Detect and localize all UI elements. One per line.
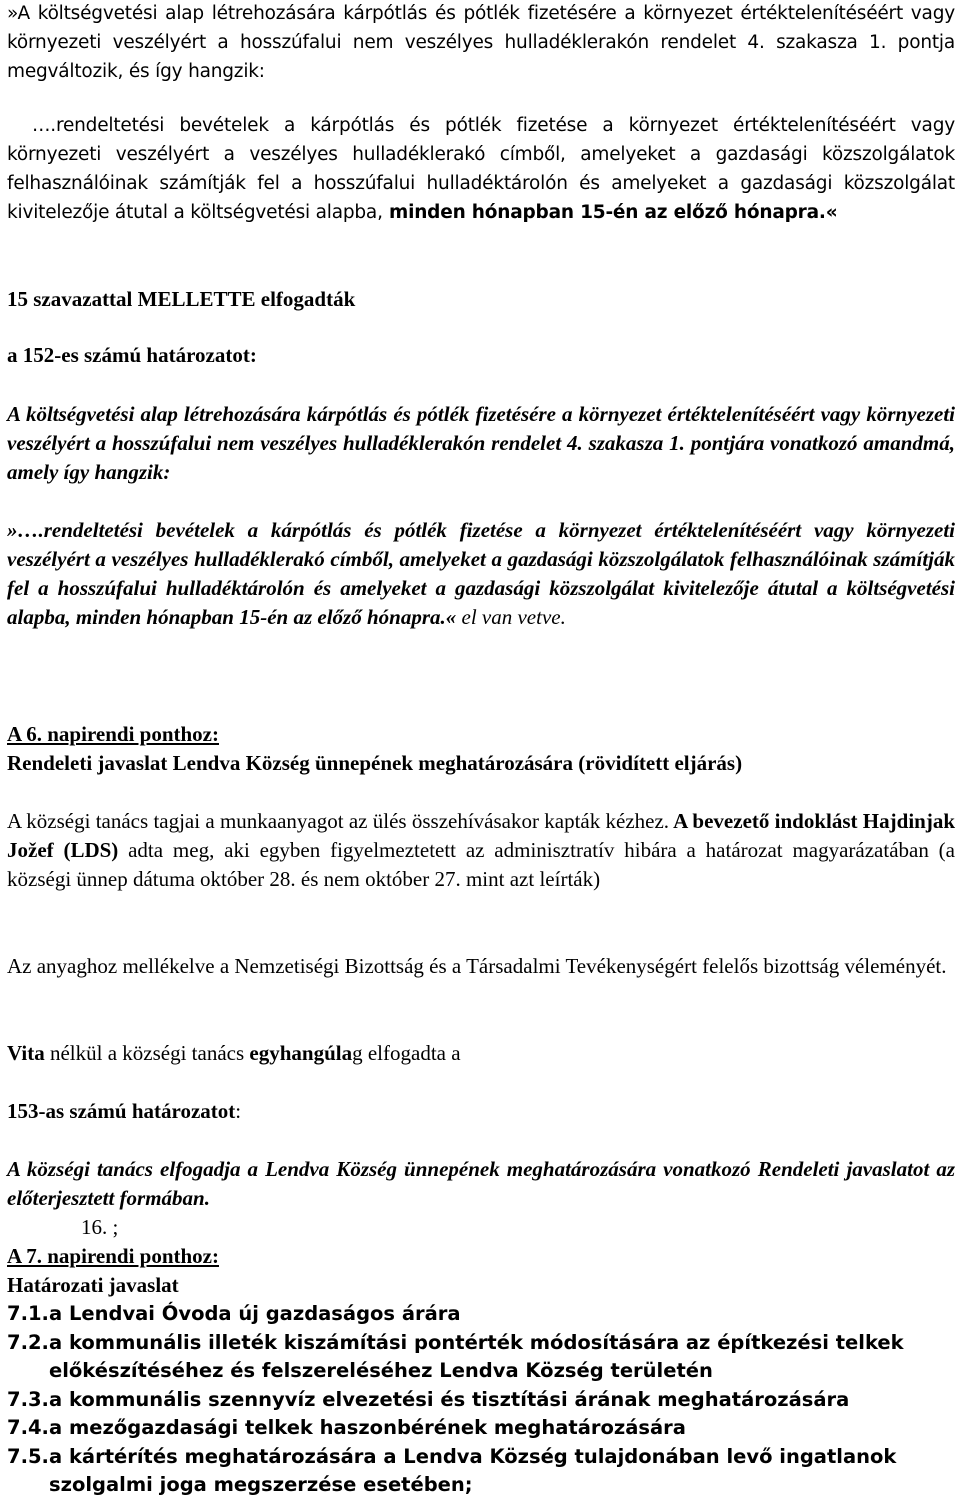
list-item bbox=[7, 1329, 955, 1386]
amendment-text-plain: ….rendeltetési bevételek a kárpótlás és pótlék fizetése a környezet értéktelenítéséért vagy környezeti veszélyért a veszélyes hulladéklerakó címből, amelyeket a gazdasági közszolgálatok felhasználóinak számítják fel a hosszúfalui hulladéktárolón és amelyeket a gazdasági közszolgálat kivitelezője átutal a költségvetési alapba, bbox=[7, 115, 955, 223]
resolution-152-heading: a 152-es számú határozatot: bbox=[7, 343, 257, 367]
resolution-153-colon: : bbox=[235, 1099, 242, 1123]
list-item bbox=[7, 1414, 955, 1443]
document-page bbox=[7, 0, 955, 1504]
page-number: 16. ; bbox=[81, 1215, 119, 1239]
vote-bold-1: Vita bbox=[7, 1041, 45, 1065]
amendment2-text-bold: »….rendeltetési bevételek a kárpótlás és pótlék fizetése a környezet értéktelenítéséért vagy környezeti veszélyért a veszélyes hulladéklerakó címből, amelyeket a gazdasági közszolgálatok felhasználóinak számítják fel a hosszúfalui hulladéktárolón és amelyeket a gazdasági közszolgálat kivitelezője átutal a költségvetési alapba, minden hónapban 15-én az előző hónapra.« bbox=[7, 518, 955, 629]
agenda-item-6-title: Rendeleti javaslat Lendva Község ünnepének meghatározására (rövidített eljárás) bbox=[7, 751, 743, 775]
list-item bbox=[7, 1386, 955, 1415]
amendment-text-paragraph bbox=[7, 111, 955, 227]
vote-plain-1: nélkül a községi tanács bbox=[44, 1041, 250, 1065]
vote-result: 15 szavazattal MELLETTE elfogadták bbox=[7, 287, 356, 311]
list-item-text: a mezőgazdasági telkek haszonbérének meghatározására bbox=[49, 1416, 686, 1439]
list-item-text: a Lendvai Óvoda új gazdaságos árára bbox=[49, 1302, 461, 1325]
agenda-item-6-body-plain1: A községi tanács tagjai a munkaanyagot az ülés összehívásakor kapták kézhez. bbox=[7, 809, 670, 833]
list-item-text: a kommunális szennyvíz elvezetési és tisztítási árának meghatározására bbox=[49, 1387, 850, 1411]
list-item-number: 7.2. bbox=[7, 1330, 49, 1354]
agenda-item-6-body bbox=[7, 807, 955, 894]
resolution-153-heading bbox=[7, 1097, 241, 1126]
list-item-number: 7.5. bbox=[7, 1444, 49, 1468]
resolution-153-bold: 153-as számú határozatot bbox=[7, 1099, 236, 1123]
list-item bbox=[7, 1443, 955, 1500]
agenda-item-6-vote bbox=[7, 1039, 461, 1068]
amendment-intro-paragraph: »A költségvetési alap létrehozására kárpótlás és pótlék fizetésére a környezet értéktelenítéséért vagy környezeti veszélyért a hosszúfalui nem veszélyes hulladéklerakón rendelet 4. szakasza 1. pontja megváltozik, és így hangzik: bbox=[7, 3, 955, 82]
agenda-item-6-heading: A 6. napirendi ponthoz: bbox=[7, 722, 219, 746]
agenda-item-6-body-bold: A bevezető indoklást Hajdinjak Jožef (LDS) bbox=[7, 809, 956, 862]
resolution-153-text: A községi tanács elfogadja a Lendva Község ünnepének meghatározására vonatkozó Rendeleti javaslatot az előterjesztett formában. bbox=[7, 1157, 955, 1210]
list-item-text: a kártérítés meghatározására a Lendva Község tulajdonában levő ingatlanok szolgalmi joga megszerzése esetében; bbox=[49, 1444, 897, 1496]
list-item-number: 7.1. bbox=[7, 1302, 49, 1325]
vote-plain-2: g elfogadta a bbox=[352, 1041, 461, 1065]
agenda-item-7-heading: A 7. napirendi ponthoz: bbox=[7, 1244, 219, 1268]
list-item-number: 7.3. bbox=[7, 1387, 49, 1411]
list-item-text: a kommunális illeték kiszámítási pontérték módosítására az építkezési telkek előkészítéséhez és felszereléséhez Lendva Község területén bbox=[49, 1330, 904, 1382]
agenda-item-6-annex: Az anyaghoz mellékelve a Nemzetiségi Bizottság és a Társadalmi Tevékenységért felelős bizottság véleményét. bbox=[7, 954, 947, 978]
agenda-item-6-body-plain2: adta meg, aki egyben figyelmeztetett az adminisztratív hibára a határozat magyarázatában (a községi ünnep dátuma október 28. és nem október 27. mint azt leírták) bbox=[7, 838, 955, 891]
amendment2-text-paragraph bbox=[7, 516, 955, 632]
amendment2-intro-paragraph: A költségvetési alap létrehozására kárpótlás és pótlék fizetésére a környezet értéktelenítéséért vagy környezeti veszélyért a hosszúfalui nem veszélyes hulladéklerakón rendelet 4. szakasza 1. pontjára vonatkozó amandmá, amely így hangzik: bbox=[7, 402, 955, 484]
list-item-number: 7.4. bbox=[7, 1416, 49, 1439]
list-item bbox=[7, 1300, 955, 1329]
vote-bold-2: egyhangúla bbox=[249, 1041, 353, 1065]
amendment-text-bold: minden hónapban 15-én az előző hónapra.« bbox=[382, 202, 838, 223]
agenda-item-7-subheading: Határozati javaslat bbox=[7, 1273, 179, 1297]
agenda-item-7-list bbox=[7, 1300, 955, 1500]
amendment2-text-plain: el van vetve. bbox=[456, 605, 566, 629]
